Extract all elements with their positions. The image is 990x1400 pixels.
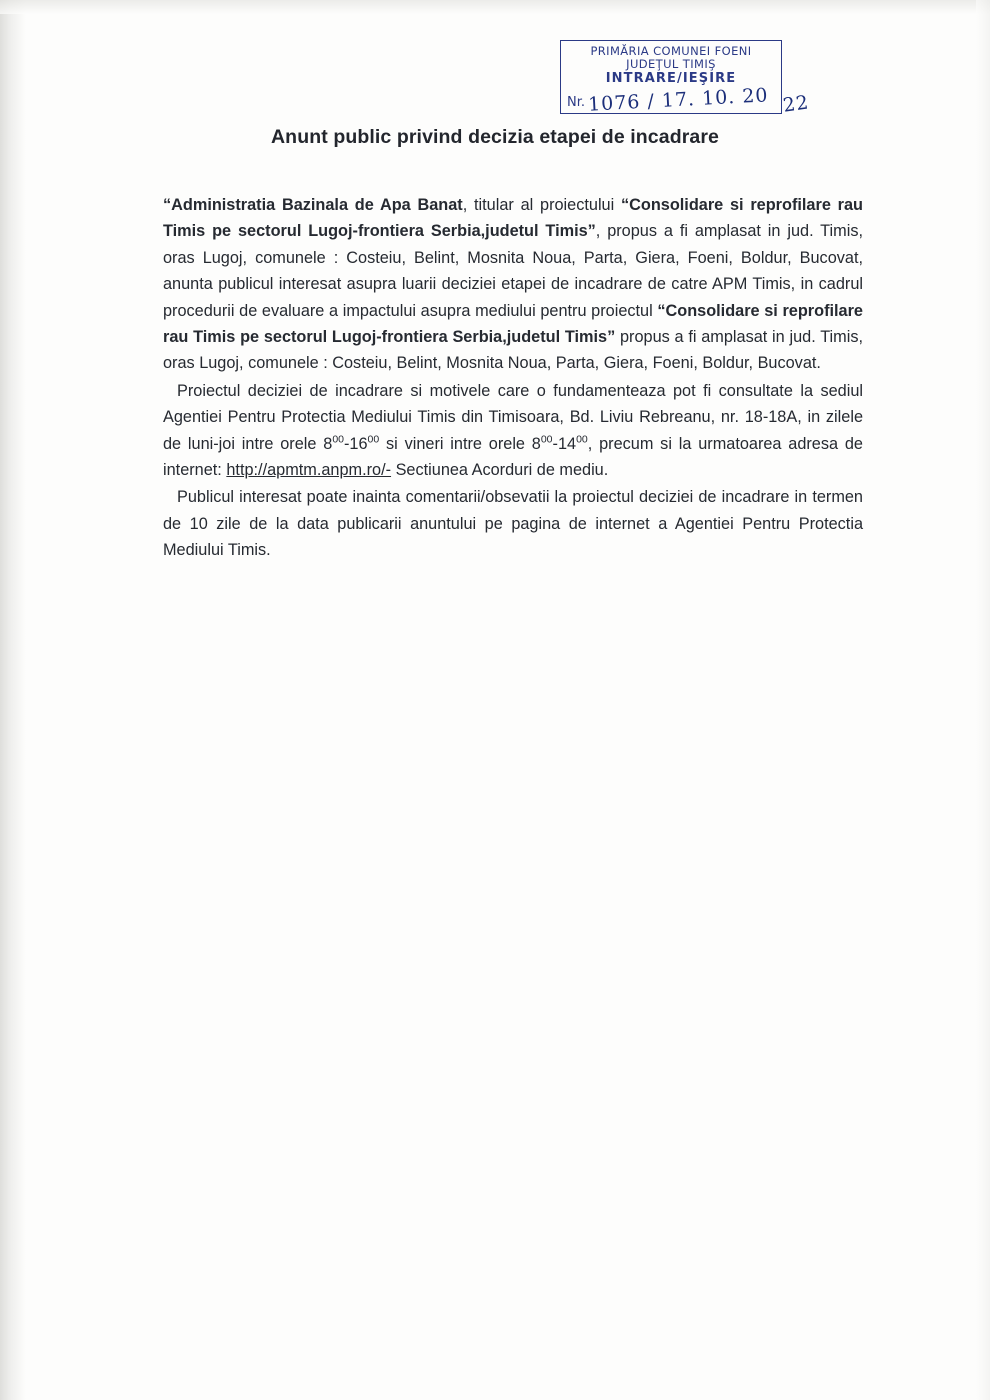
p2-part-e: , precum si la urmatoarea adresa de internet: [163, 434, 863, 479]
p2-part-c: si vineri intre orele 8 [379, 434, 541, 453]
stamp-nr-handwritten: 1076 / 17. 10. 20 [587, 84, 769, 117]
p1-part-c: “Consolidare si reprofilare rau Timis pe sectorul Lugoj-frontiera Serbia,judetul Timis” [163, 196, 863, 241]
p2-part-d: -14 [552, 434, 577, 453]
paragraph-3: Publicul interesat poate inainta comentarii/obsevatii la proiectul deciziei de incadrare in termen de 10 zile de la data publicarii anuntului pe pagina de internet a Agentiei Pentru Protectia Mediului Timis. [163, 488, 863, 560]
p2-part-f: Sectiunea Acorduri de mediu. [391, 460, 609, 479]
registration-stamp [560, 40, 811, 117]
p2-part-a: Proiectul deciziei de incadrare si motivele care o fundamenteaza pot fi consultate la sediul Agentiei Pentru Protectia Mediului Timis din Timisoara, Bd. Liviu Rebreanu, nr. 18-18A, in zilele de luni-joi intre orele 8 [163, 381, 863, 453]
p2-sup-4: 00 [576, 433, 588, 446]
p1-part-a: “Administratia Bazinala de Apa Banat [163, 196, 463, 214]
p2-part-b: -16 [344, 434, 368, 453]
apm-website-link[interactable]: http://apmtm.anpm.ro/- [226, 460, 392, 479]
stamp-number-row [567, 84, 775, 117]
page-title: Anunt public privind decizia etapei de incadrare [271, 126, 719, 148]
stamp-inout-label: INTRARE/IEŞIRE [605, 70, 737, 86]
p2-sup-3: 00 [540, 433, 553, 446]
p2-sup-2: 00 [367, 433, 380, 446]
stamp-county: JUDEŢUL TIMIŞ [626, 56, 716, 71]
stamp-nr-handwritten-tail: 22 [781, 91, 811, 117]
scan-edge-right [976, 0, 990, 1400]
paragraph-1 [163, 192, 863, 377]
p1-part-d: , propus a fi amplasat in jud. Timis, oras Lugoj, comunele : Costeiu, Belint, Mosnita Noua, Parta, Giera, Foeni, Boldur, Bucovat, anunta publicul interesat asupra luarii deciziei etapei de incadrare de catre APM Timis, in cadrul procedurii de evaluare a impactului asupra mediului pentru proiectul [163, 222, 863, 320]
scan-edge-left [0, 0, 26, 1400]
stamp-institution: PRIMĂRIA COMUNEI FOENI [590, 44, 752, 58]
p1-part-b: , titular al proiectului [462, 196, 621, 214]
paragraph-2 [163, 378, 863, 484]
document-body [163, 192, 863, 563]
stamp-nr-label: Nr. [567, 95, 586, 111]
p1-part-e: “Consolidare si reprofilare rau Timis pe sectorul Lugoj-frontiera Serbia,judetul Timis” [163, 301, 863, 346]
p1-part-f: propus a fi amplasat in jud. Timis, oras Lugoj, comunele : Costeiu, Belint, Mosnita Noua, Parta, Giera, Foeni, Boldur, Bucovat. [163, 327, 863, 373]
p2-sup-1: 00 [332, 433, 344, 446]
scan-edge-top [0, 0, 990, 14]
